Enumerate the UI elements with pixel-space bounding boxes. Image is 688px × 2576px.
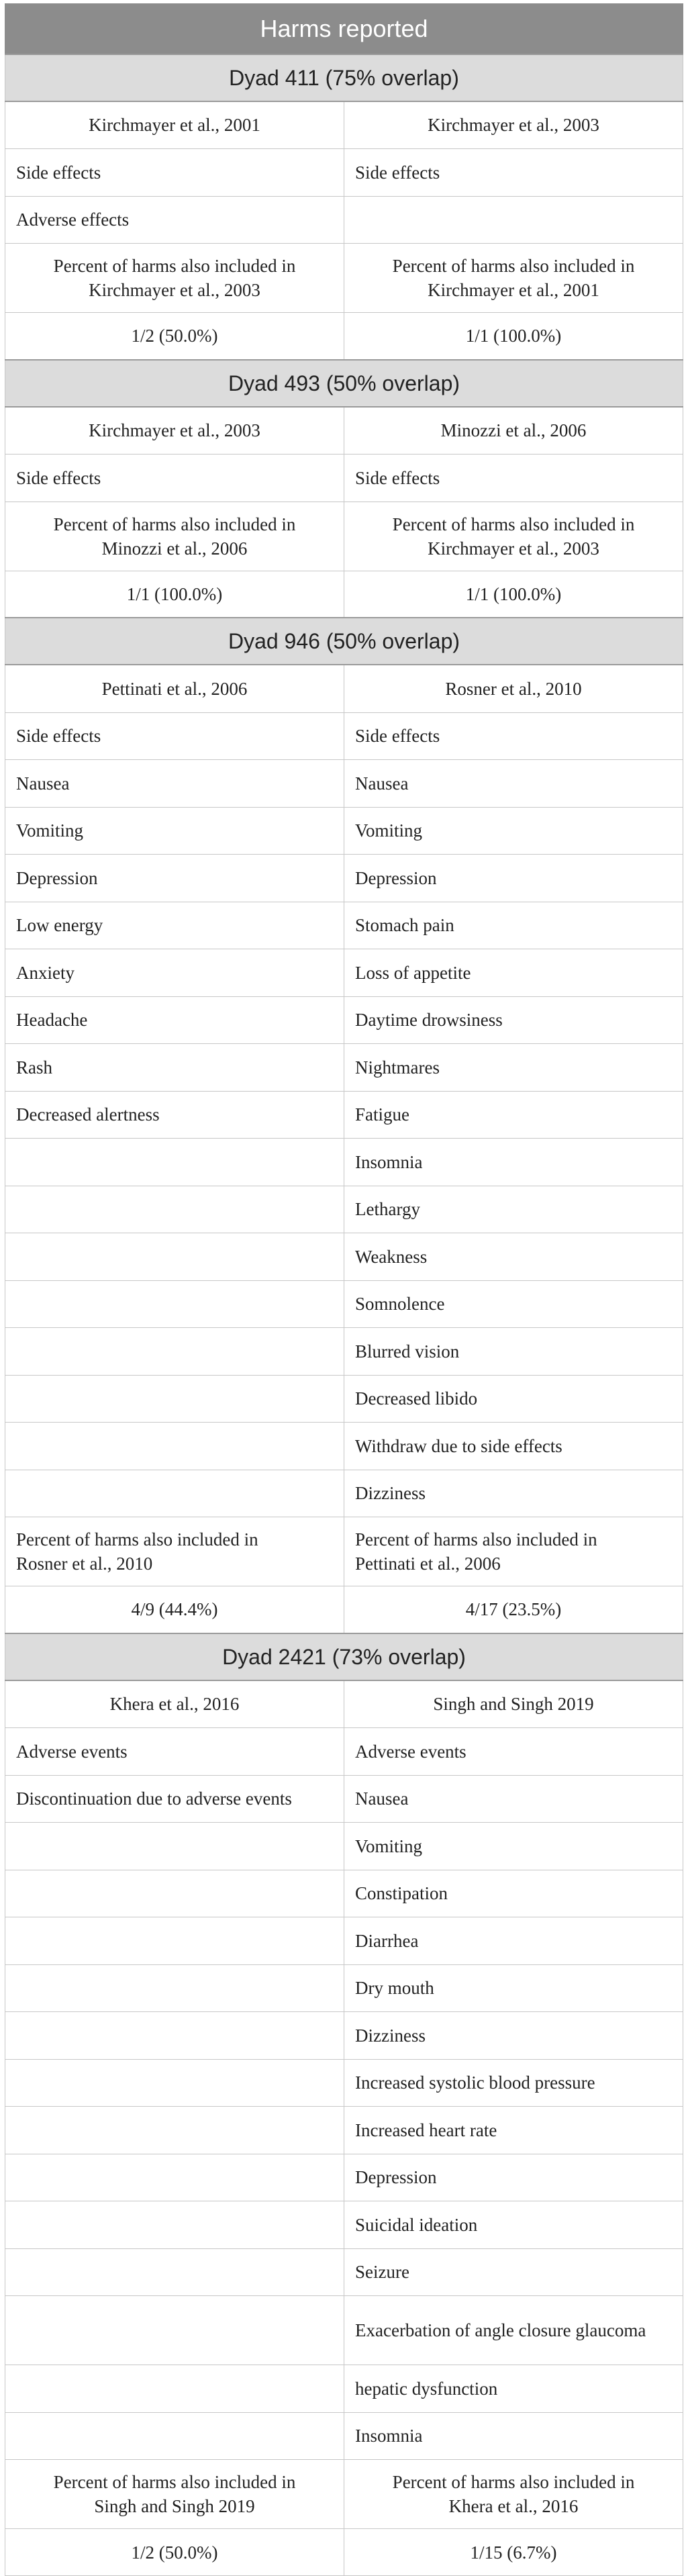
harm-cell-left: [5, 1186, 344, 1233]
table-title: Harms reported: [5, 4, 683, 54]
harm-cell-right: Constipation: [344, 1870, 683, 1917]
harm-cell-left: [5, 1917, 344, 1965]
dyad-header-row: [5, 618, 683, 665]
percent-label-line: Kirchmayer et al., 2003: [89, 280, 260, 300]
harm-cell-left: Side effects: [5, 455, 344, 502]
fraction-left: 1/2 (50.0%): [5, 2529, 344, 2576]
harm-row: [5, 1870, 683, 1917]
harm-row: [5, 1091, 683, 1139]
harm-cell-left: Headache: [5, 996, 344, 1044]
percent-label-left: [5, 2460, 344, 2529]
percent-label-line: Pettinati et al., 2006: [355, 1554, 501, 1574]
harm-row: [5, 2154, 683, 2201]
harm-cell-left: [5, 1964, 344, 2012]
harm-cell-left: Side effects: [5, 712, 344, 760]
study-name-right: Kirchmayer et al., 2003: [344, 101, 683, 149]
harm-cell-right: Exacerbation of angle closure glaucoma: [344, 2296, 683, 2365]
percent-label-line: Percent of harms also included in: [53, 256, 296, 276]
harm-cell-right: Seizure: [344, 2248, 683, 2296]
harm-cell-right: Side effects: [344, 455, 683, 502]
fraction-right: 1/1 (100.0%): [344, 571, 683, 618]
harm-cell-left: Adverse effects: [5, 196, 344, 244]
harm-row: [5, 1728, 683, 1776]
study-name-left: Kirchmayer et al., 2001: [5, 101, 344, 149]
harm-cell-right: Vomiting: [344, 1823, 683, 1870]
harm-row: [5, 455, 683, 502]
dyad-header-row: [5, 360, 683, 407]
percent-label-line: Rosner et al., 2010: [16, 1554, 153, 1574]
harm-row: [5, 807, 683, 855]
harm-row: [5, 196, 683, 244]
harm-row: [5, 949, 683, 997]
harm-row: [5, 1139, 683, 1186]
harm-cell-left: [5, 1280, 344, 1328]
harm-row: [5, 1775, 683, 1823]
percent-label-line: Percent of harms also included in: [355, 1529, 597, 1549]
dyad-header: Dyad 493 (50% overlap): [5, 360, 683, 407]
study-name-right: Minozzi et al., 2006: [344, 407, 683, 455]
harm-cell-right: Nausea: [344, 1775, 683, 1823]
percent-label-left: [5, 244, 344, 313]
percent-label-line: Kirchmayer et al., 2003: [428, 538, 599, 559]
harm-cell-right: Decreased libido: [344, 1375, 683, 1423]
harm-cell-right: Withdraw due to side effects: [344, 1423, 683, 1470]
fraction-row: [5, 313, 683, 360]
harm-row: [5, 2107, 683, 2154]
harm-row: [5, 1470, 683, 1517]
harm-cell-left: Depression: [5, 855, 344, 902]
harm-cell-right: Side effects: [344, 712, 683, 760]
harm-cell-right: Weakness: [344, 1233, 683, 1281]
harm-row: [5, 2412, 683, 2460]
harm-cell-left: [5, 2012, 344, 2060]
harm-cell-right: [344, 196, 683, 244]
harm-cell-left: Vomiting: [5, 807, 344, 855]
harm-cell-right: Insomnia: [344, 2412, 683, 2460]
harm-cell-right: Vomiting: [344, 807, 683, 855]
percent-label-right: [344, 244, 683, 313]
harm-row: [5, 1280, 683, 1328]
harm-cell-left: [5, 1870, 344, 1917]
harm-cell-left: [5, 2154, 344, 2201]
harm-cell-right: Suicidal ideation: [344, 2201, 683, 2249]
harm-cell-left: [5, 1375, 344, 1423]
percent-label-line: Minozzi et al., 2006: [101, 538, 248, 559]
harm-cell-right: Blurred vision: [344, 1328, 683, 1376]
percent-label-line: Percent of harms also included in: [53, 514, 296, 534]
fraction-row: [5, 571, 683, 618]
harm-cell-right: Lethargy: [344, 1186, 683, 1233]
table-title-row: [5, 4, 683, 54]
harm-cell-left: Side effects: [5, 149, 344, 197]
harm-cell-right: Nausea: [344, 760, 683, 808]
harm-row: [5, 2012, 683, 2060]
fraction-left: 1/1 (100.0%): [5, 571, 344, 618]
harm-cell-left: [5, 1470, 344, 1517]
harm-cell-left: Nausea: [5, 760, 344, 808]
percent-label-line: Percent of harms also included in: [392, 514, 635, 534]
study-row: [5, 407, 683, 455]
percent-label-row: [5, 244, 683, 313]
harm-cell-right: Insomnia: [344, 1139, 683, 1186]
study-row: [5, 1680, 683, 1728]
harm-cell-right: Nightmares: [344, 1044, 683, 1092]
harm-row: [5, 996, 683, 1044]
harm-row: [5, 760, 683, 808]
harm-row: [5, 1823, 683, 1870]
fraction-right: 1/1 (100.0%): [344, 313, 683, 360]
percent-label-right: [344, 502, 683, 571]
percent-label-left: [5, 502, 344, 571]
dyad-header: Dyad 411 (75% overlap): [5, 54, 683, 101]
percent-label-line: Percent of harms also included in: [392, 256, 635, 276]
harm-row: [5, 1186, 683, 1233]
percent-label-line: Percent of harms also included in: [53, 2472, 296, 2492]
harm-cell-left: [5, 2248, 344, 2296]
harm-cell-right: Loss of appetite: [344, 949, 683, 997]
percent-label-line: Kirchmayer et al., 2001: [428, 280, 599, 300]
harm-cell-right: Depression: [344, 2154, 683, 2201]
harm-cell-right: Daytime drowsiness: [344, 996, 683, 1044]
harm-cell-right: Increased heart rate: [344, 2107, 683, 2154]
study-row: [5, 101, 683, 149]
percent-label-row: [5, 502, 683, 571]
percent-label-left: [5, 1517, 344, 1586]
fraction-right: 4/17 (23.5%): [344, 1586, 683, 1633]
percent-label-line: Percent of harms also included in: [392, 2472, 635, 2492]
harm-row: [5, 2296, 683, 2365]
harm-cell-right: Dizziness: [344, 1470, 683, 1517]
harm-cell-right: Fatigue: [344, 1091, 683, 1139]
harm-row: [5, 149, 683, 197]
harm-cell-right: Adverse events: [344, 1728, 683, 1776]
harm-row: [5, 1375, 683, 1423]
harm-cell-right: Stomach pain: [344, 902, 683, 949]
fraction-left: 1/2 (50.0%): [5, 313, 344, 360]
percent-label-row: [5, 2460, 683, 2529]
fraction-row: [5, 2529, 683, 2576]
harm-cell-left: [5, 2412, 344, 2460]
harm-row: [5, 1328, 683, 1376]
harm-row: [5, 1964, 683, 2012]
fraction-left: 4/9 (44.4%): [5, 1586, 344, 1633]
harm-row: [5, 1044, 683, 1092]
harm-cell-right: Depression: [344, 855, 683, 902]
harm-cell-right: Somnolence: [344, 1280, 683, 1328]
harm-row: [5, 2248, 683, 2296]
study-name-right: Rosner et al., 2010: [344, 665, 683, 712]
harm-row: [5, 2059, 683, 2107]
fraction-right: 1/15 (6.7%): [344, 2529, 683, 2576]
dyad-header: Dyad 946 (50% overlap): [5, 618, 683, 665]
harm-cell-left: [5, 1139, 344, 1186]
harm-cell-left: Rash: [5, 1044, 344, 1092]
harm-cell-left: [5, 2296, 344, 2365]
harm-cell-left: [5, 1233, 344, 1281]
study-name-left: Kirchmayer et al., 2003: [5, 407, 344, 455]
dyad-header: Dyad 2421 (73% overlap): [5, 1633, 683, 1680]
percent-label-row: [5, 1517, 683, 1586]
harm-row: [5, 1233, 683, 1281]
harm-cell-left: [5, 2059, 344, 2107]
harm-cell-left: [5, 2107, 344, 2154]
percent-label-line: Khera et al., 2016: [448, 2496, 579, 2516]
harm-cell-right: hepatic dysfunction: [344, 2365, 683, 2413]
percent-label-line: Percent of harms also included in: [16, 1529, 258, 1549]
harm-cell-right: Diarrhea: [344, 1917, 683, 1965]
harm-cell-left: [5, 2365, 344, 2413]
harm-row: [5, 1423, 683, 1470]
harm-cell-left: Discontinuation due to adverse events: [5, 1775, 344, 1823]
harm-cell-left: Anxiety: [5, 949, 344, 997]
harm-cell-left: Low energy: [5, 902, 344, 949]
study-name-left: Pettinati et al., 2006: [5, 665, 344, 712]
percent-label-right: [344, 2460, 683, 2529]
harm-cell-left: [5, 1823, 344, 1870]
harms-table: [5, 3, 683, 2576]
harm-row: [5, 855, 683, 902]
harm-cell-left: Decreased alertness: [5, 1091, 344, 1139]
study-row: [5, 665, 683, 712]
study-name-right: Singh and Singh 2019: [344, 1680, 683, 1728]
dyad-header-row: [5, 54, 683, 101]
harm-cell-left: [5, 1328, 344, 1376]
harm-row: [5, 1917, 683, 1965]
dyad-header-row: [5, 1633, 683, 1680]
harm-cell-left: [5, 1423, 344, 1470]
percent-label-line: Singh and Singh 2019: [94, 2496, 255, 2516]
harm-cell-right: Dizziness: [344, 2012, 683, 2060]
percent-label-right: [344, 1517, 683, 1586]
fraction-row: [5, 1586, 683, 1633]
harm-cell-right: Dry mouth: [344, 1964, 683, 2012]
harm-row: [5, 2201, 683, 2249]
harm-row: [5, 2365, 683, 2413]
harm-cell-left: Adverse events: [5, 1728, 344, 1776]
harm-row: [5, 712, 683, 760]
harm-row: [5, 902, 683, 949]
harm-cell-left: [5, 2201, 344, 2249]
study-name-left: Khera et al., 2016: [5, 1680, 344, 1728]
harm-cell-right: Increased systolic blood pressure: [344, 2059, 683, 2107]
harm-cell-right: Side effects: [344, 149, 683, 197]
